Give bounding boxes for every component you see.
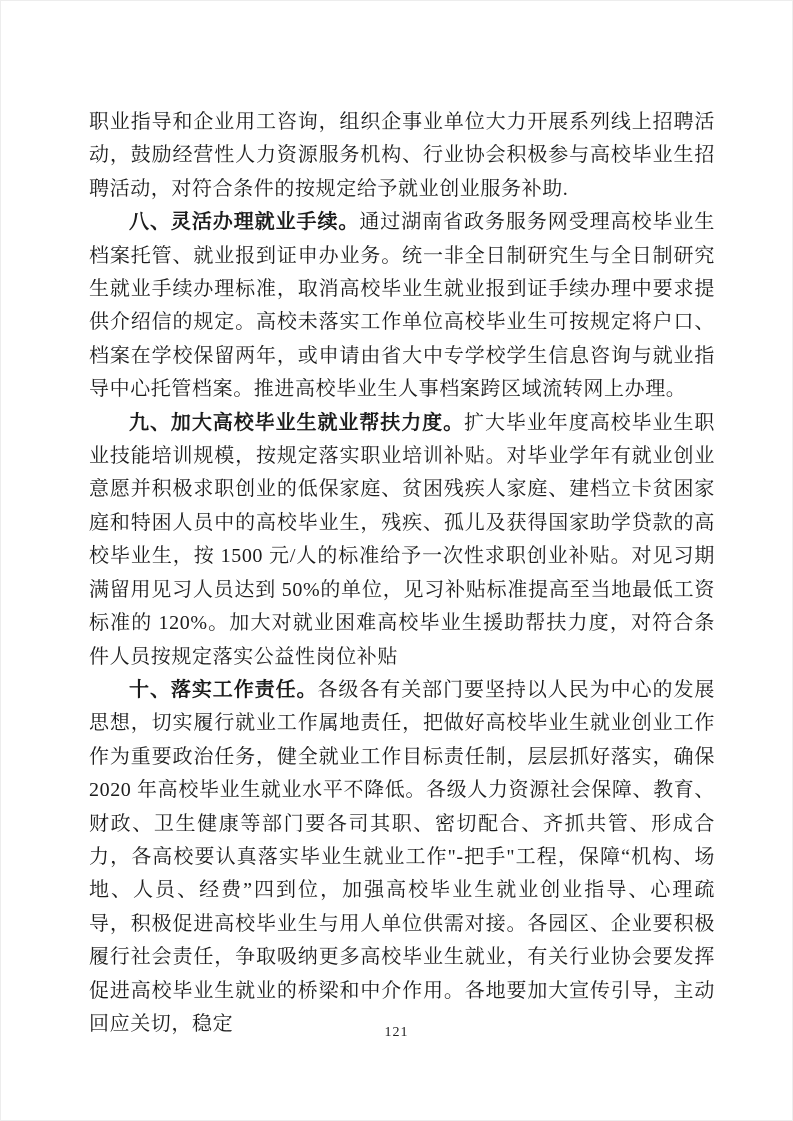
page-footer <box>1 1023 792 1041</box>
paragraph-text: 职业指导和企业用工咨询，组织企事业单位大力开展系列线上招聘活动，鼓励经营性人力资源服务机构、行业协会积极参与高校毕业生招聘活动，对符合条件的按规定给予就业创业服务补助. <box>89 111 715 200</box>
page-number: 121 <box>384 1025 409 1040</box>
paragraph-continuation <box>89 106 715 206</box>
paragraph-text: 通过湖南省政务服务网受理高校毕业生档案托管、就业报到证申办业务。统一非全日制研究生与全日制研究生就业手续办理标准，取消高校毕业生就业报到证手续办理中要求提供介绍信的规定。高校未落实工作单位高校毕业生可按规定将户口、档案在学校保留两年，或申请由省大中专学校学生信息咨询与就业指导中心托管档案。推进高校毕业生人事档案跨区域流转网上办理。 <box>89 211 715 401</box>
paragraph-text: 各级各有关部门要坚持以人民为中心的发展思想，切实履行就业工作属地责任，把做好高校毕业生就业创业工作作为重要政治任务，健全就业工作目标责任制，层层抓好落实，确保 2020 年高校毕业生就业水平不降低。各级人力资源社会保障、教育、财政、卫生健康等部门要各司其职、密切配合、齐抓共管、形成合力，各高校要认真落实毕业生就业工作"-把手"工程，保障“机构、场地、人员、经费”四到位，加强高校毕业生就业创业指导、心理疏导，积极促进高校毕业生与用人单位供需对接。各园区、企业要积极履行社会责任，争取吸纳更多高校毕业生就业，有关行业协会要发挥促进高校毕业生就业的桥梁和中介作用。各地要加大宣传引导，主动回应关切，稳定 <box>89 678 715 1035</box>
section-10-heading: 十、落实工作责任。 <box>129 678 318 701</box>
paragraph-text: 扩大毕业年度高校毕业生职业技能培训规模，按规定落实职业培训补贴。对毕业学年有就业创业意愿并积极求职创业的低保家庭、贫困残疾人家庭、建档立卡贫困家庭和特困人员中的高校毕业生，残疾、孤儿及获得国家助学贷款的高校毕业生，按 1500 元/人的标准给予一次性求职创业补贴。对见习期满留用见习人员达到 50%的单位，见习补贴标准提高至当地最低工资标准的 120%。加大对就业困难高校毕业生援助帮扶力度，对符合条件人员按规定落实公益性岗位补贴 <box>89 411 715 668</box>
paragraph-section-9 <box>89 407 715 674</box>
section-9-heading: 九、加大高校毕业生就业帮扶力度。 <box>129 411 465 434</box>
section-8-heading: 八、灵活办理就业手续。 <box>129 211 360 234</box>
paragraph-section-10 <box>89 674 715 1041</box>
document-body <box>89 106 715 1041</box>
paragraph-section-8 <box>89 206 715 406</box>
